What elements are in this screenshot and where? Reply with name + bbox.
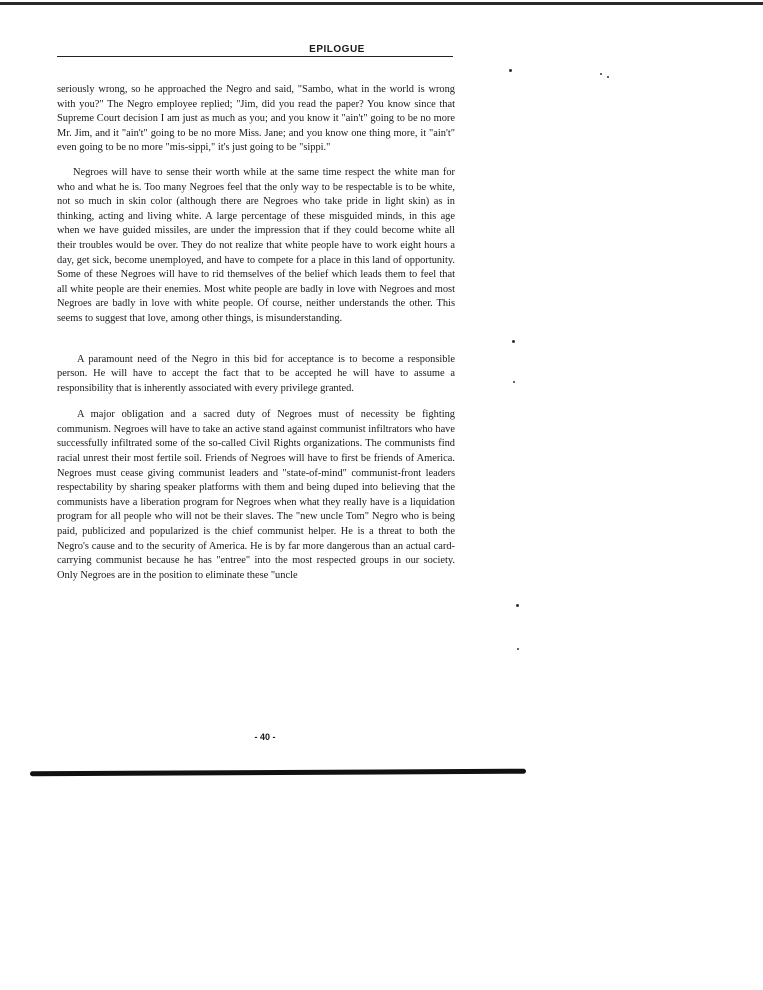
bottom-border-rule [30, 769, 526, 777]
paragraph-2: Negroes will have to sense their worth while at the same time respect the white man for who and what he is. Too many Negroes feel that the only way to be respectable is to be white, not so much in skin color (although there are Negroes who take pride in light skin) as in thinking, acting and living white. A large percentage of these misguided minds, in this age when we have guided missiles, are under the impression that if they could become white all their troubles would be over. They do not realize that white people have to work eight hours a day, get sick, become unemployed, and have to compete for a place in this land of opportunity. Some of these Negroes will have to rid themselves of the belief which leads them to feel that all white people are their enemies. Most white people are badly in love with Negroes and most Negroes are badly in love with white people. Of course, neither understands the other. This seems to suggest that love, among other things, is misunderstanding. [57, 166, 455, 324]
scan-speck [600, 73, 602, 75]
scan-speck [509, 69, 512, 72]
scan-speck [516, 604, 519, 607]
scan-speck [513, 381, 515, 383]
page-number: - 40 - [254, 732, 276, 742]
scan-speck [517, 648, 519, 650]
running-header: EPILOGUE [309, 44, 365, 55]
body-text [57, 83, 455, 583]
paragraph-3: A paramount need of the Negro in this bid for acceptance is to become a responsible person. He will have to accept the fact that to be accepted he will have to assume a responsibility that is inherently associated with every privilege granted. [57, 353, 455, 394]
scan-speck [607, 76, 609, 78]
paragraph-4: A major obligation and a sacred duty of Negroes must of necessity be fighting communism. Negroes will have to take an active stand against communist infiltrators who have successfully infiltrated some of the so-called Civil Rights organizations. The communists find racial unrest their most fertile soil. Friends of Negroes will have to first be friends of America. Negroes must cease giving communist leaders and "state-of-mind" communist-front leaders respectability by sharing speaker platforms with them and being duped into believing that the communists have a liberation program for Negroes when what they really have is a liquidation program for all people who will not be their slaves. The "new uncle Tom" Negro who is being paid, publicized and popularized is the chief communist helper. He is a threat to both the Negro's cause and to the security of America. He is by far more dangerous than an actual card-carrying communist because he has "entree" into the most respected groups in our society. Only Negroes are in the position to eliminate these "uncle [57, 409, 455, 581]
top-border-rule [0, 2, 763, 5]
scan-speck [512, 340, 515, 343]
header-rule [57, 56, 453, 57]
paragraph-1: seriously wrong, so he approached the Negro and said, "Sambo, what in the world is wrong with you?" The Negro employee replied; "Jim, did you read the paper? You know since that Supreme Court decision I am just as much as you; and you know it "ain't" going to be no more Mr. Jim, and it "ain't" going to be no more Miss. Jane; and you know one thing more, it "ain't" even going to be no more "mis-sippi," it's just going to be "sippi." [57, 84, 455, 154]
